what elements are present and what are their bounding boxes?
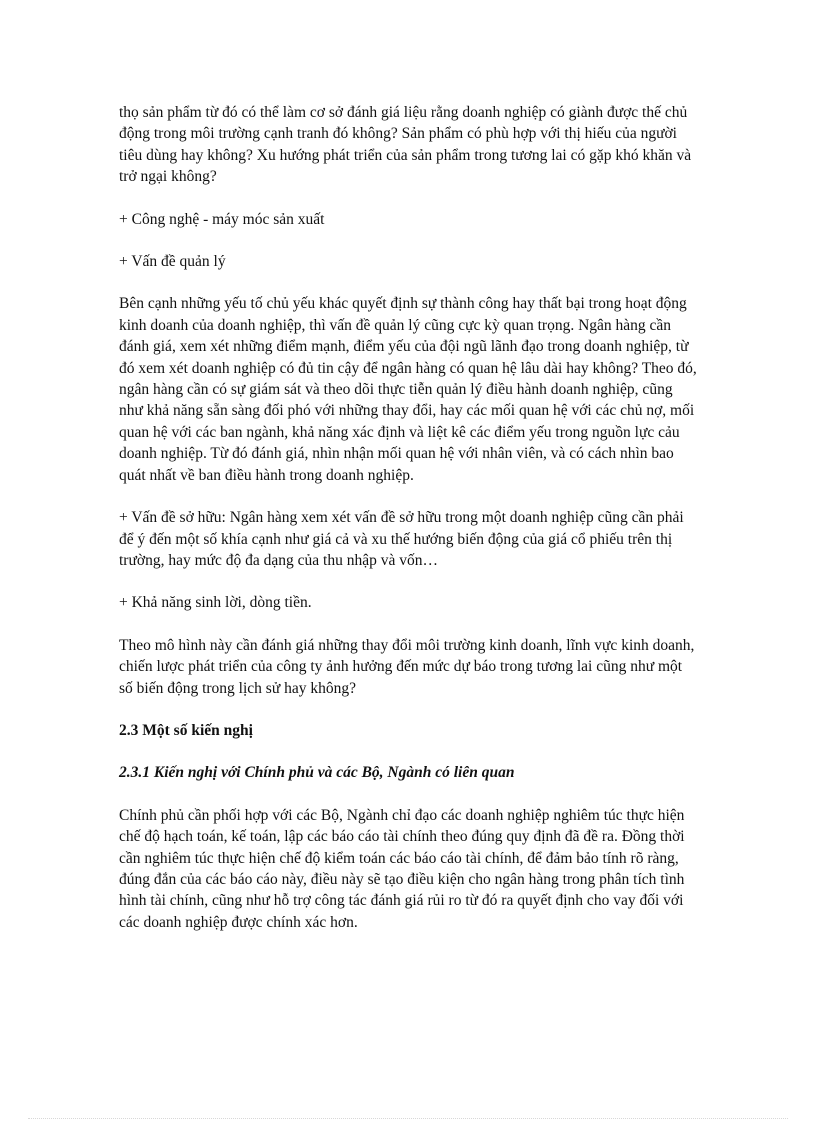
bullet-technology: + Công nghệ - máy móc sản xuất <box>119 210 325 228</box>
subsection-heading: 2.3.1 Kiến nghị với Chính phủ và các Bộ, Ngành có liên quan <box>119 764 515 782</box>
bullet-ownership: + Vấn đề sở hữu: Ngân hàng xem xét vấn đề sở hữu trong một doanh nghiệp cũng cần phải để ý đến một số khía cạnh như giá cả và xu thế hướng biến động của giá cổ phiếu trên thị trường, hay mức độ đa dạng của thu nhập và vốn… <box>119 509 684 569</box>
paragraph-government-recommendation: Chính phủ cần phối hợp với các Bộ, Ngành chỉ đạo các doanh nghiệp nghiêm túc thực hiện chế độ hạch toán, kế toán, lập các báo cáo tài chính theo đúng quy định đã đề ra. Đồng thời cần nghiêm túc thực hiện chế độ kiểm toán các báo cáo tài chính, để đảm bảo tính rõ ràng, đúng đắn của các báo cáo này, điều này sẽ tạo điều kiện cho ngân hàng trong phân tích tình hình tài chính, cũng như hỗ trợ công tác đánh giá rủi ro từ đó ra quyết định cho vay đối với các doanh nghiệp được chính xác hơn. <box>119 806 685 931</box>
page-bottom-divider <box>28 1118 788 1119</box>
paragraph-product-evaluation: thọ sản phẩm từ đó có thể làm cơ sở đánh giá liệu rằng doanh nghiệp có giành được thế chủ động trong môi trường cạnh tranh đó không? Sản phẩm có phù hợp với thị hiếu của người tiêu dùng hay không? Xu hướng phát triển của sản phẩm trong tương lai có gặp khó khăn và trở ngại không? <box>119 104 692 186</box>
document-body <box>119 102 699 954</box>
bullet-management: + Vấn đề quản lý <box>119 253 226 271</box>
paragraph-model-evaluation: Theo mô hình này cần đánh giá những thay đổi môi trường kinh doanh, lĩnh vực kinh doanh, chiến lược phát triển của công ty ảnh hưởng đến mức dự báo trong tương lai cũng như một số biến động trong lịch sử hay không? <box>119 636 695 697</box>
bullet-profitability: + Khả năng sinh lời, dòng tiền. <box>119 594 312 612</box>
section-heading: 2.3 Một số kiến nghị <box>119 721 253 739</box>
paragraph-management-detail: Bên cạnh những yếu tố chủ yếu khác quyết định sự thành công hay thất bại trong hoạt động kinh doanh của doanh nghiệp, thì vấn đề quản lý cũng cực kỳ quan trọng. Ngân hàng cần đánh giá, xem xét những điểm mạnh, điểm yếu của đội ngũ lãnh đạo trong doanh nghiệp, từ đó xem xét doanh nghiệp có đủ tin cậy để ngân hàng có quan hệ lâu dài hay không? Theo đó, ngân hàng cần có sự giám sát và theo dõi thực tiễn quản lý điều hành doanh nghiệp, cũng như khả năng sẵn sàng đối phó với những thay đổi, hay các mối quan hệ với các chủ nợ, mối quan hệ với các ban ngành, khả năng xác định và liệt kê các điểm yếu trong nguồn lực cảu doanh nghiệp. Từ đó đánh giá, nhìn nhận mối quan hệ với nhân viên, và có cách nhìn bao quát nhất về ban điều hành trong doanh nghiệp. <box>119 295 697 484</box>
